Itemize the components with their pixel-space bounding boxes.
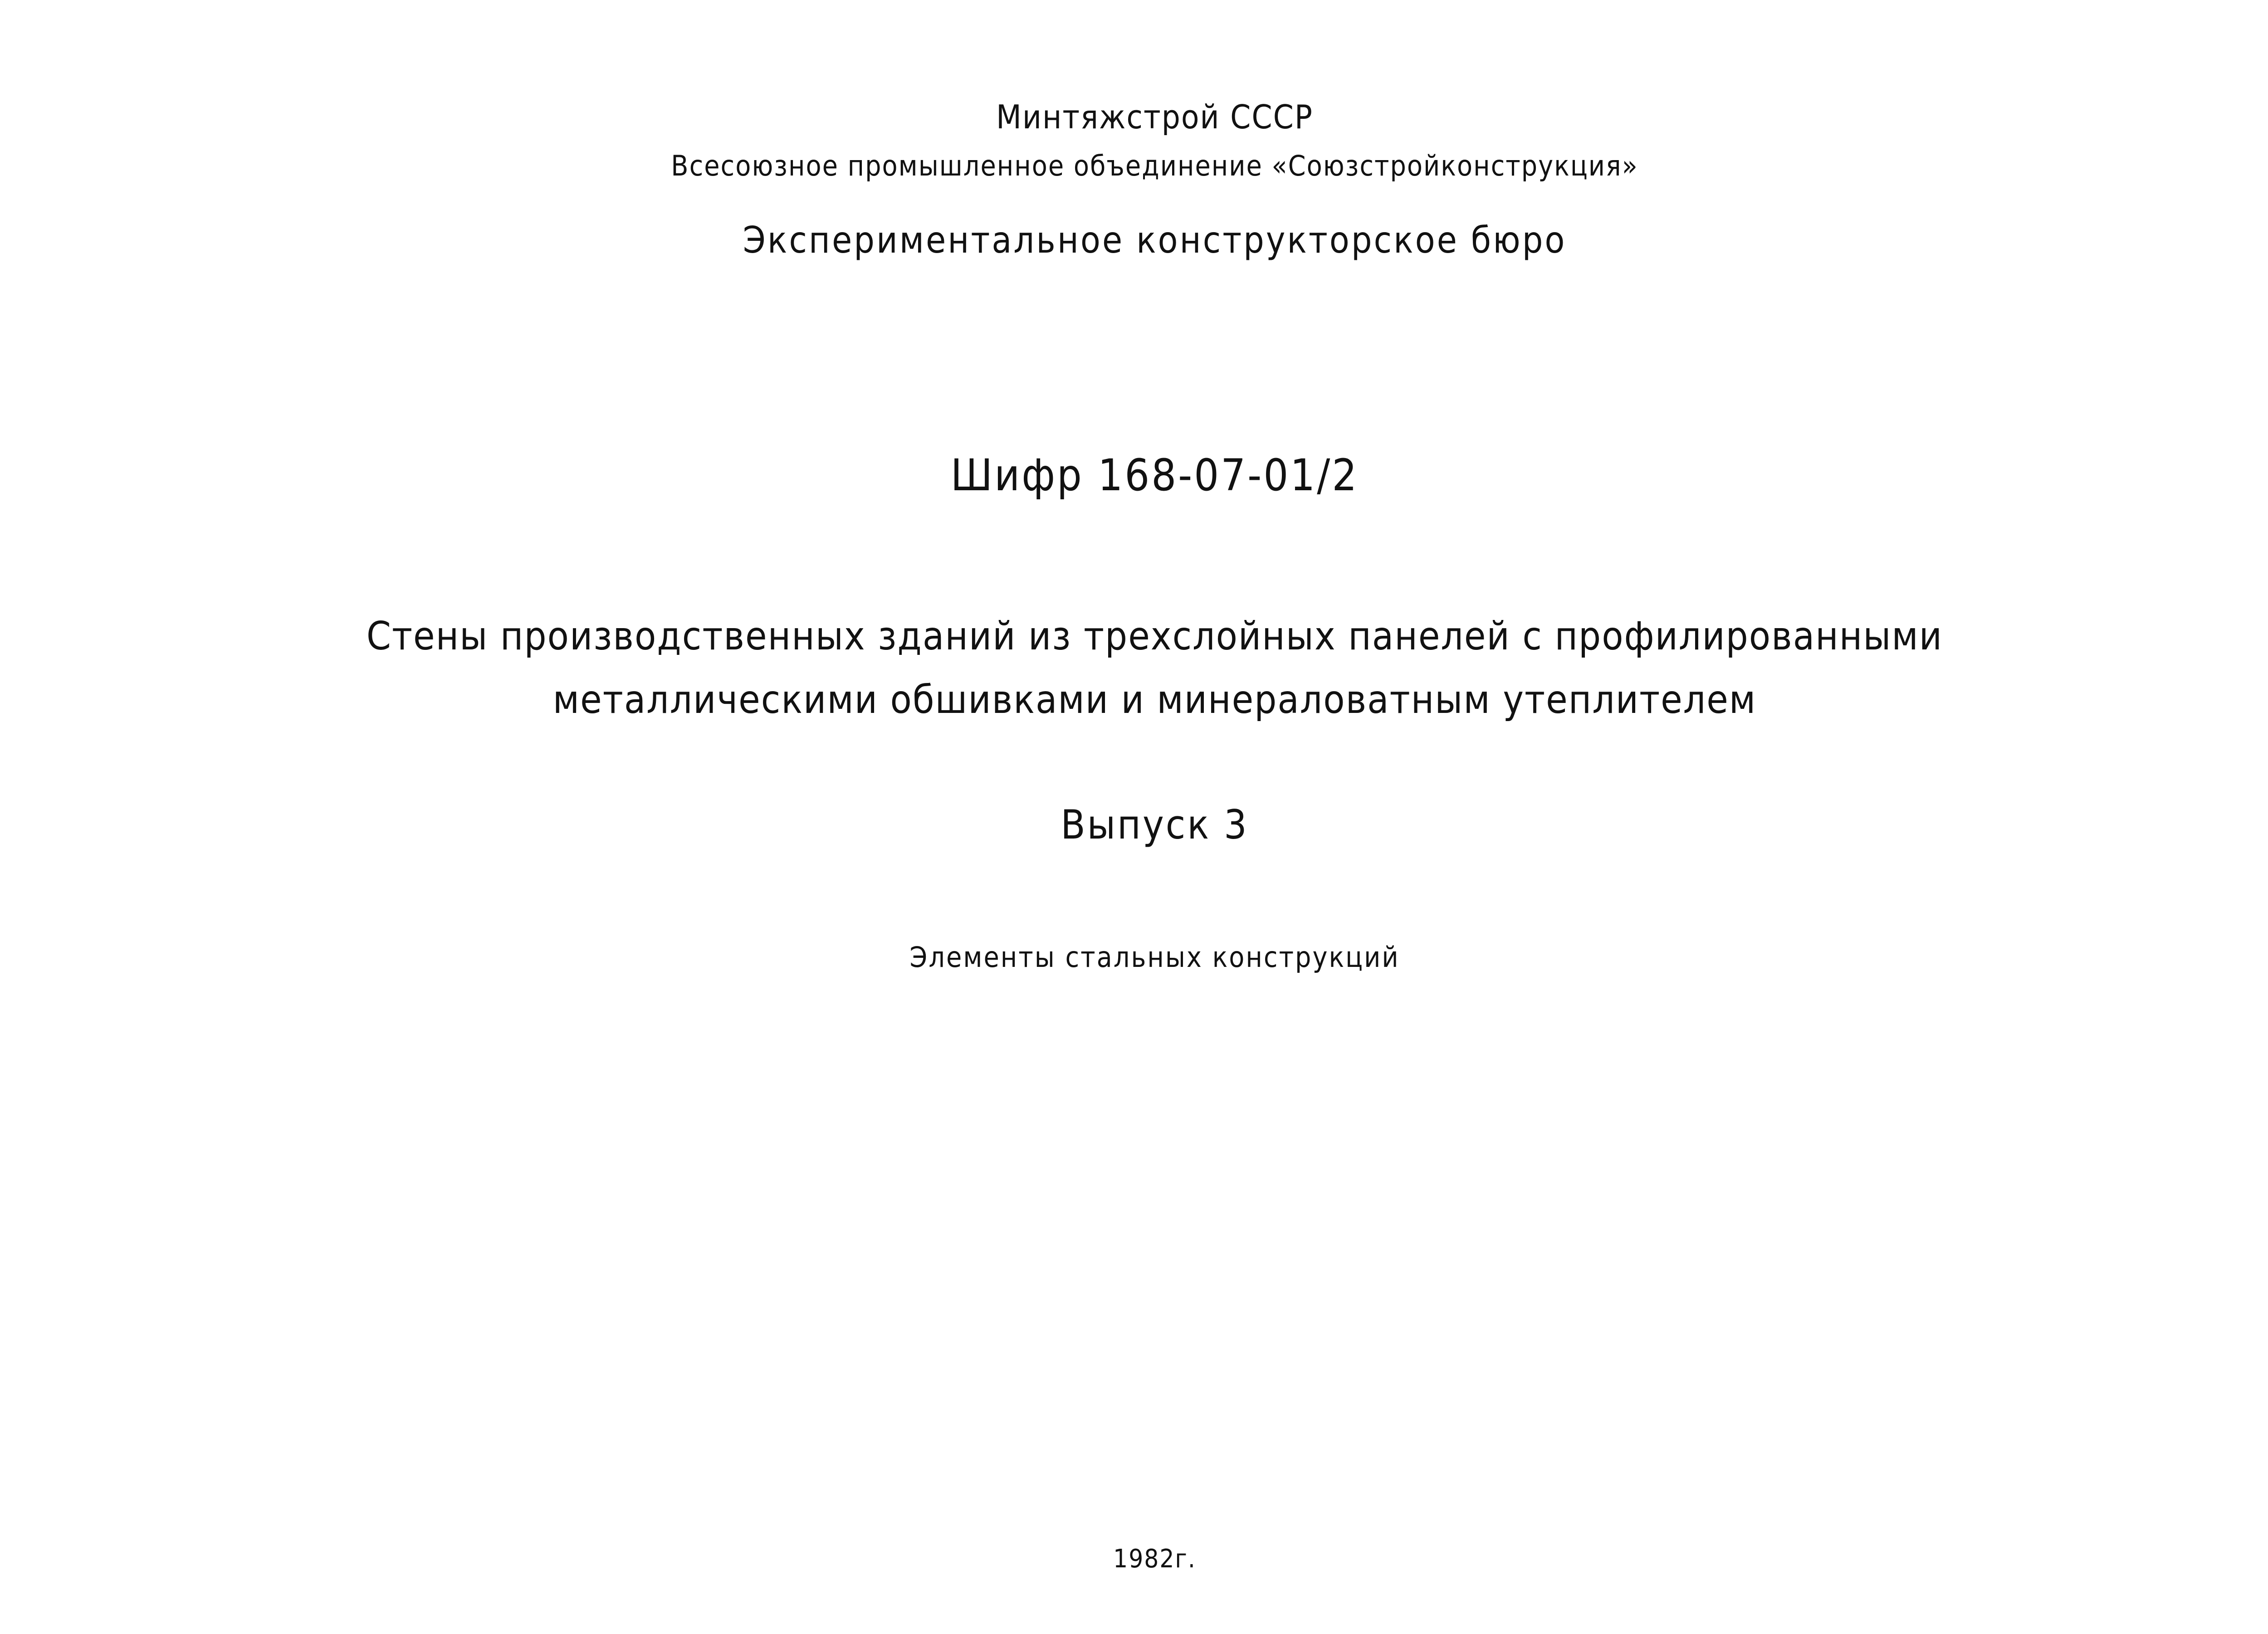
publication-year: 1982г. — [1113, 1544, 1196, 1574]
document-title-line-2: металлическими обшивками и минераловатным утеплителем — [552, 677, 1757, 722]
ministry-name: Минтяжстрой СССР — [996, 98, 1313, 136]
document-code: Шифр 168-07-01/2 — [950, 450, 1359, 501]
bureau-name: Экспериментальное конструкторское бюро — [743, 219, 1567, 261]
association-name: Всесоюзное промышленное объединение «Союзстройконструкция» — [671, 149, 1638, 182]
document-title-line-1: Стены производственных зданий из трехслойных панелей с профилированными — [366, 614, 1943, 659]
issue-number: Выпуск 3 — [1061, 801, 1249, 848]
document-subtitle: Элементы стальных конструкций — [909, 941, 1400, 974]
